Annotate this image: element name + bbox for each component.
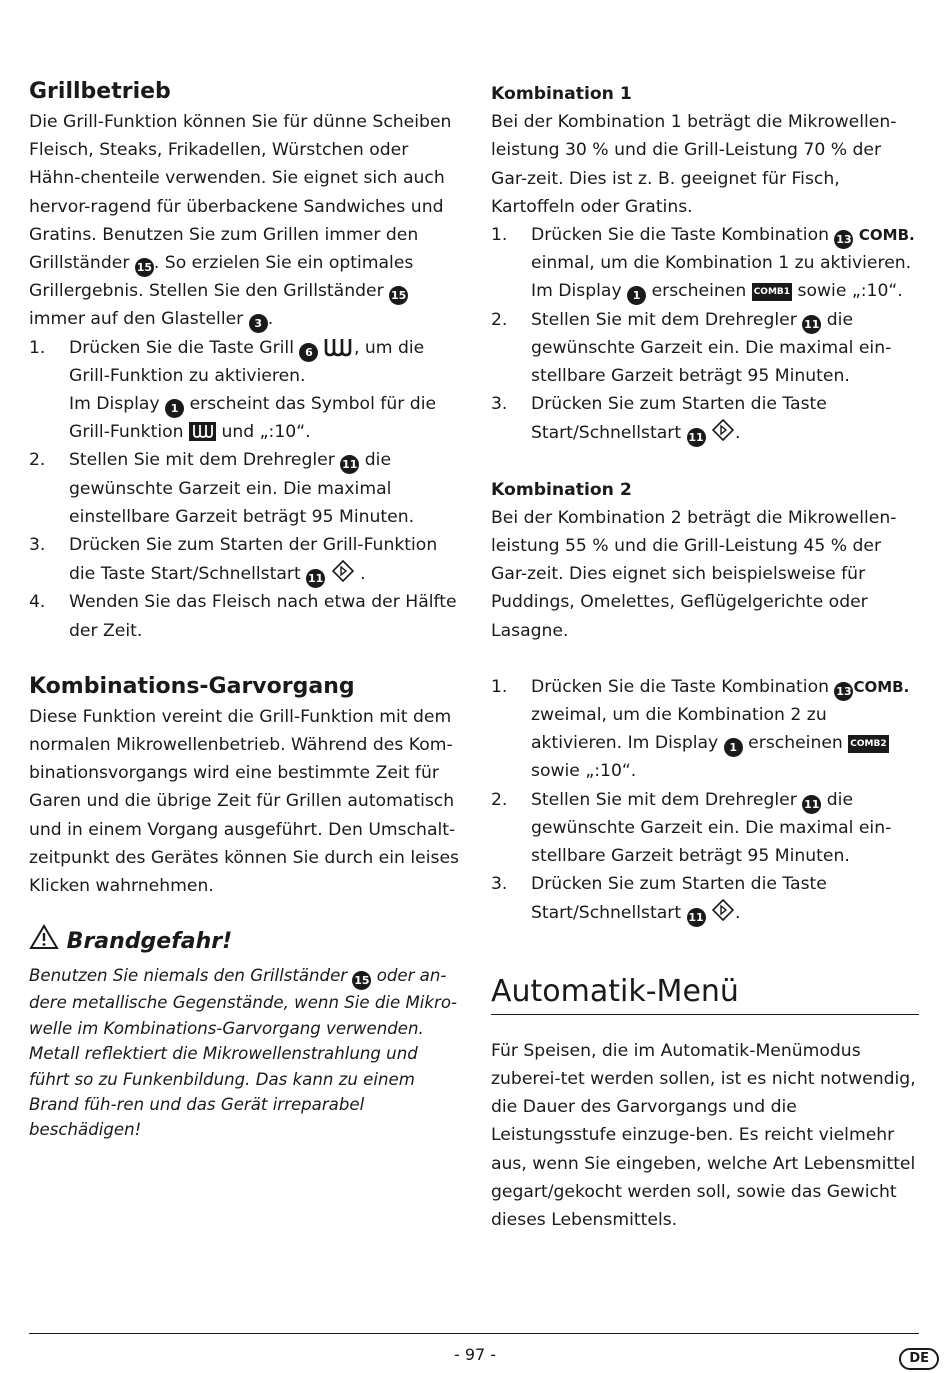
grill-intro: Die Grill-Funktion können Sie für dünne Scheiben Fleisch, Steaks, Frikadellen, Würstchen oder Hähn-chenteile verwenden. Sie eignet sich auch hervor-ragend für überbackene Sandwiches und Gratins. Benutzen Sie zum Grillen immer den Grillständer 15 . So erzielen Sie ein optimales Grillergebnis. Stellen Sie den Grillständer 15 immer auf den Glasteller 3 . [29,108,459,334]
right-column [491,80,921,1234]
combination-2-text: Bei der Kombination 2 beträgt die Mikrowellen-leistung 55 % und die Grill-Leistung 45 % der Gar-zeit. Dies eignet sich beispielsweise für Puddings, Omelettes, Geflügelgerichte oder Lasagne. [491,507,897,641]
combination-text: Diese Funktion vereint die Grill-Funktion mit dem normalen Mikrowellenbetrieb. Während des Kom-binationsvorgangs wird eine bestimmte Zeit für Garen und die übrige Zeit für Grillen automatisch und in einem Vorgang ausgeführt. Den Umschalt-zeitpunkt des Gerätes können Sie durch ein leises Klicken wahrnehmen. [29,706,459,897]
part-badge-11: 11 [687,908,706,927]
grill-step-4: 4. Wenden Sie das Fleisch nach etwa der Hälfte der Zeit. [29,592,457,641]
combination-2-steps [491,673,921,928]
warning-triangle-icon [29,924,59,950]
grill-wave-icon [324,335,354,357]
k1-step-2: 2. Stellen Sie mit dem Drehregler 11 die gewünschte Garzeit ein. Die maximal ein-stellbare Garzeit beträgt 95 Minuten. [491,309,892,387]
comb1-display-icon: COMB1 [752,283,792,301]
warning-block [29,924,459,1142]
grill-steps [29,334,459,645]
part-badge-11: 11 [802,315,821,334]
combination-1-title: Kombination 1 [491,84,632,104]
part-badge-3: 3 [249,314,268,333]
section-title-grill: Grillbetrieb [29,79,171,104]
combination-2-title: Kombination 2 [491,479,632,500]
warning-title: Brandgefahr! [29,924,459,959]
automatik-section [491,972,921,1234]
part-badge-15: 15 [135,258,154,277]
grill-step-2: 2. Stellen Sie mit dem Drehregler 11 die gewünschte Garzeit ein. Die maximal einstellbare Garzeit beträgt 95 Minuten. [29,450,415,527]
footer-rule [29,1333,919,1334]
part-badge-11: 11 [340,455,359,474]
part-badge-11: 11 [687,428,706,447]
start-diamond-icon [711,418,735,442]
comb2-display-icon: COMB2 [848,735,888,753]
start-diamond-icon [331,559,355,583]
part-badge-13: 13 [834,230,853,249]
title-rule [491,1014,919,1015]
k2-step-3: 3. Drücken Sie zum Starten die Taste Start/Schnellstart 11 . [491,870,921,927]
warning-text: Benutzen Sie niemals den Grillständer 15 oder an-dere metallische Gegenstände, wenn Sie die Mikro-welle im Kombinations-Garvorgang verwenden. Metall reflektiert die Mikrowellenstrahlung und führt so zu Funkenbildung. Das kann zu einem Brand füh-ren und das Gerät irreparabel beschädigen! [29,966,457,1140]
part-badge-11: 11 [802,795,821,814]
comb-key-label: COMB. [858,226,915,245]
section-title-combination: Kombinations-Garvorgang [29,673,355,699]
k2-step-2: 2. Stellen Sie mit dem Drehregler 11 die gewünschte Garzeit ein. Die maximal ein-stellbare Garzeit beträgt 95 Minuten. [491,789,892,867]
grill-step-3: 3. Drücken Sie zum Starten der Grill-Funktion die Taste Start/Schnellstart 11 . [29,531,459,588]
part-badge-11: 11 [306,569,325,588]
k1-step-3: 3. Drücken Sie zum Starten die Taste Start/Schnellstart 11 . [491,390,921,447]
k2-step-1: 1. Drücken Sie die Taste Kombination 13 COMB. zweimal, um die Kombination 2 zu aktivieren. Im Display 1 erscheinen COMB2 sowie „:10“. [491,676,910,782]
start-diamond-icon [711,898,735,922]
part-badge-1: 1 [165,399,184,418]
part-badge-13: 13 [834,682,853,701]
combination-1-text: Bei der Kombination 1 beträgt die Mikrowellen-leistung 30 % und die Grill-Leistung 70 % der Gar-zeit. Dies ist z. B. geeignet für Fisch, Kartoffeln oder Gratins. [491,112,897,217]
part-badge-6: 6 [299,343,318,362]
combination-1-steps [491,221,921,448]
automatik-text: Für Speisen, die im Automatik-Menümodus zuberei-tet werden sollen, ist es nicht notwendig, die Dauer des Garvorgangs und die Leistungsstufe einzuge-ben. Es reicht vielmehr aus, wenn Sie eingeben, welche Art Lebensmittel gegart/gekocht werden soll, sowie das Gewicht dieses Lebensmittels. [491,1040,916,1230]
part-badge-15: 15 [389,286,408,305]
left-column [29,76,459,1143]
comb-key-label: COMB. [853,677,910,696]
grill-display-icon [189,422,216,441]
section-title-automatik: Automatik-Menü [491,973,739,1009]
part-badge-1: 1 [724,738,743,757]
language-badge: DE [899,1348,939,1370]
page-number: - 97 - [453,1345,497,1364]
k1-step-1: 1. Drücken Sie die Taste Kombination 13 COMB. einmal, um die Kombination 1 zu aktivieren. Im Display 1 erscheinen COMB1 sowie „:10“. [491,221,921,306]
part-badge-1: 1 [627,286,646,305]
part-badge-15: 15 [352,971,371,990]
grill-step-1: 1. Drücken Sie die Taste Grill 6 , um die Grill-Funktion zu aktivieren. Im Display 1 erscheint das Symbol für die Grill-Funktion und „:10“. [29,334,459,447]
